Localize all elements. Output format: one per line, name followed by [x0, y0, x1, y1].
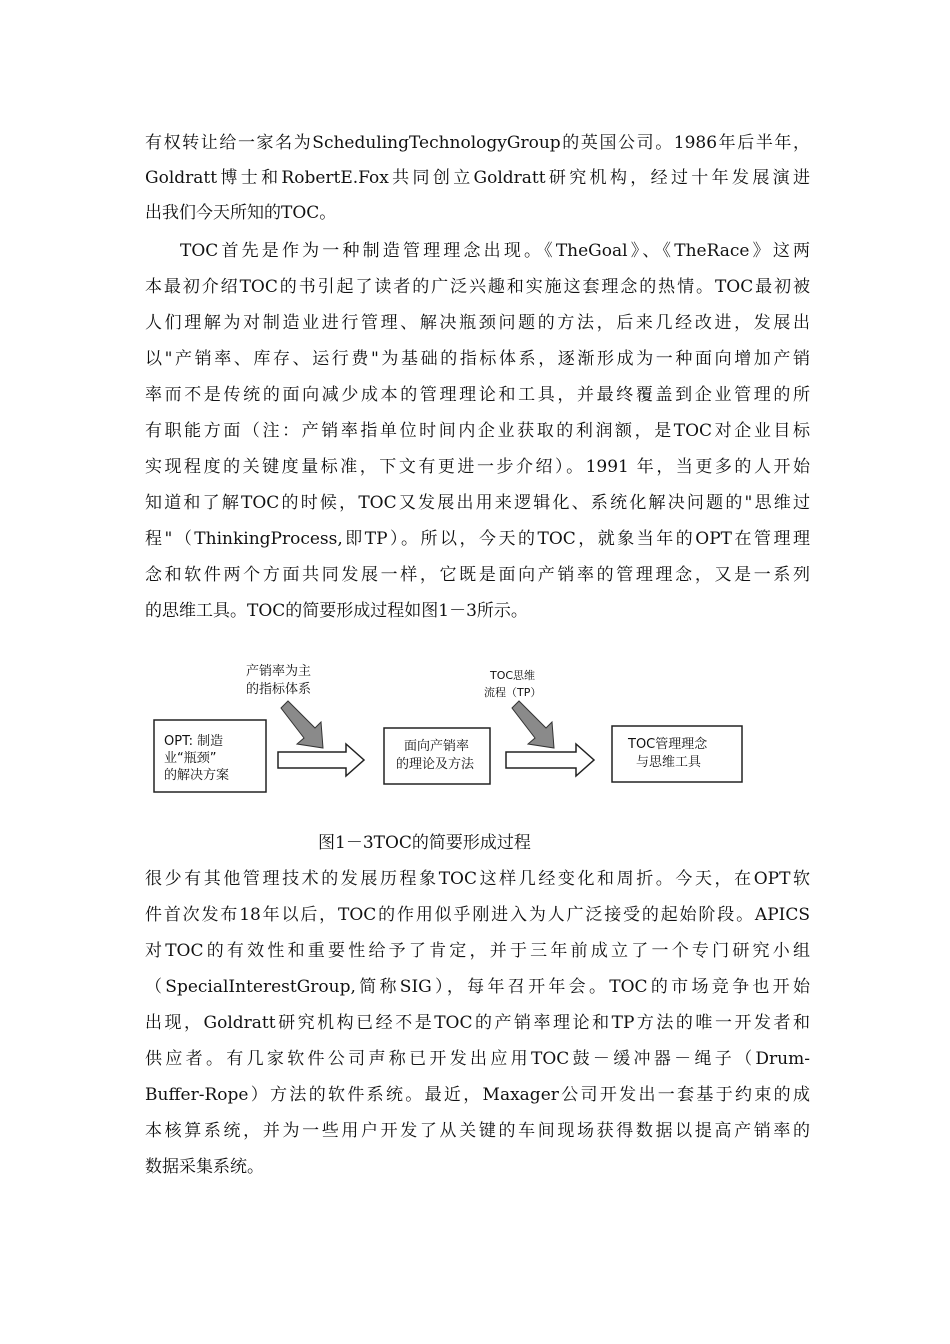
text-line: TOC首先是作为一种制造管理理念出现。《TheGoal》、《TheRace》这两	[180, 241, 810, 261]
input-metrics-line: 的指标体系	[246, 682, 312, 697]
text-line: 对TOC的有效性和重要性给予了肯定，并于三年前成立了一个专门研究小组	[145, 941, 810, 961]
text-line: 供应者。有几家软件公司声称已开发出应用TOC鼓－缓冲器－绳子（Drum-	[145, 1049, 810, 1069]
diagonal-arrow-icon	[281, 701, 323, 748]
text-line: 知道和了解TOC的时候，TOC又发展出用来逻辑化、系统化解决问题的"思维过	[145, 493, 810, 513]
text-line: 出我们今天所知的TOC。	[145, 203, 337, 223]
box-opt-line: 的解决方案	[164, 768, 230, 783]
input-metrics-line: 产销率为主	[246, 664, 312, 679]
text-line: 的思维工具。TOC的简要形成过程如图1－3所示。	[145, 601, 528, 621]
text-line: 数据采集系统。	[145, 1157, 264, 1177]
box-opt-line: 业“瓶颈”	[164, 751, 217, 766]
input-tp-line: 流程（TP）	[484, 686, 542, 699]
text-line: 本最初介绍TOC的书引起了读者的广泛兴趣和实施这套理念的热情。TOC最初被	[145, 277, 810, 297]
text-line: 本核算系统，并为一些用户开发了从关键的车间现场获得数据以提高产销率的	[145, 1121, 810, 1141]
text-line: 率而不是传统的面向减少成本的管理理论和工具，并最终覆盖到企业管理的所	[145, 385, 810, 405]
diagram-box-theory	[384, 728, 490, 784]
diagonal-arrow-icon	[512, 701, 554, 748]
box-toc-line: 与思维工具	[636, 755, 702, 770]
text-line: 人们理解为对制造业进行管理、解决瓶颈问题的方法，后来几经改进，发展出	[145, 313, 810, 333]
text-line: Goldratt博士和RobertE.Fox共同创立Goldratt研究机构，经过十年发展演进	[145, 168, 810, 188]
text-line: 出现，Goldratt研究机构已经不是TOC的产销率理论和TP方法的唯一开发者和	[145, 1013, 810, 1033]
text-line: 有职能方面（注：产销率指单位时间内企业获取的利润额，是TOC对企业目标	[145, 421, 810, 441]
diagram-box-toc	[612, 726, 742, 782]
box-theory-line: 的理论及方法	[396, 757, 475, 772]
text-line: 有权转让给一家名为SchedulingTechnologyGroup的英国公司。1986年后半年，	[145, 133, 810, 153]
box-opt-line: OPT: 制造	[164, 734, 224, 749]
text-line: 件首次发布18年以后，TOC的作用似乎刚进入为人广泛接受的起始阶段。APICS	[145, 905, 810, 925]
arrow-right-icon	[278, 744, 364, 776]
text-line: （SpecialInterestGroup,简称SIG），每年召开年会。TOC的市场竞争也开始	[145, 977, 810, 997]
box-theory-line: 面向产销率	[404, 739, 470, 754]
arrow-right-icon	[506, 744, 594, 776]
text-line: 念和软件两个方面共同发展一样，它既是面向产销率的管理理念，又是一系列	[145, 565, 810, 585]
toc-formation-diagram	[148, 658, 778, 798]
text-line: 很少有其他管理技术的发展历程象TOC这样几经变化和周折。今天，在OPT软	[145, 869, 810, 889]
input-tp-line: TOC思维	[490, 669, 536, 682]
box-toc-line: TOC管理理念	[628, 737, 708, 752]
figure-caption: 图1－3TOC的简要形成过程	[318, 833, 531, 853]
text-line: 以"产销率、库存、运行费"为基础的指标体系，逐渐形成为一种面向增加产销	[145, 349, 810, 369]
text-line: Buffer-Rope）方法的软件系统。最近，Maxager公司开发出一套基于约束的成	[145, 1085, 810, 1105]
text-line: 程"（ThinkingProcess,即TP）。所以，今天的TOC，就象当年的OPT在管理理	[145, 529, 810, 549]
text-line: 实现程度的关键度量标准，下文有更进一步介绍）。1991 年，当更多的人开始	[145, 457, 810, 477]
